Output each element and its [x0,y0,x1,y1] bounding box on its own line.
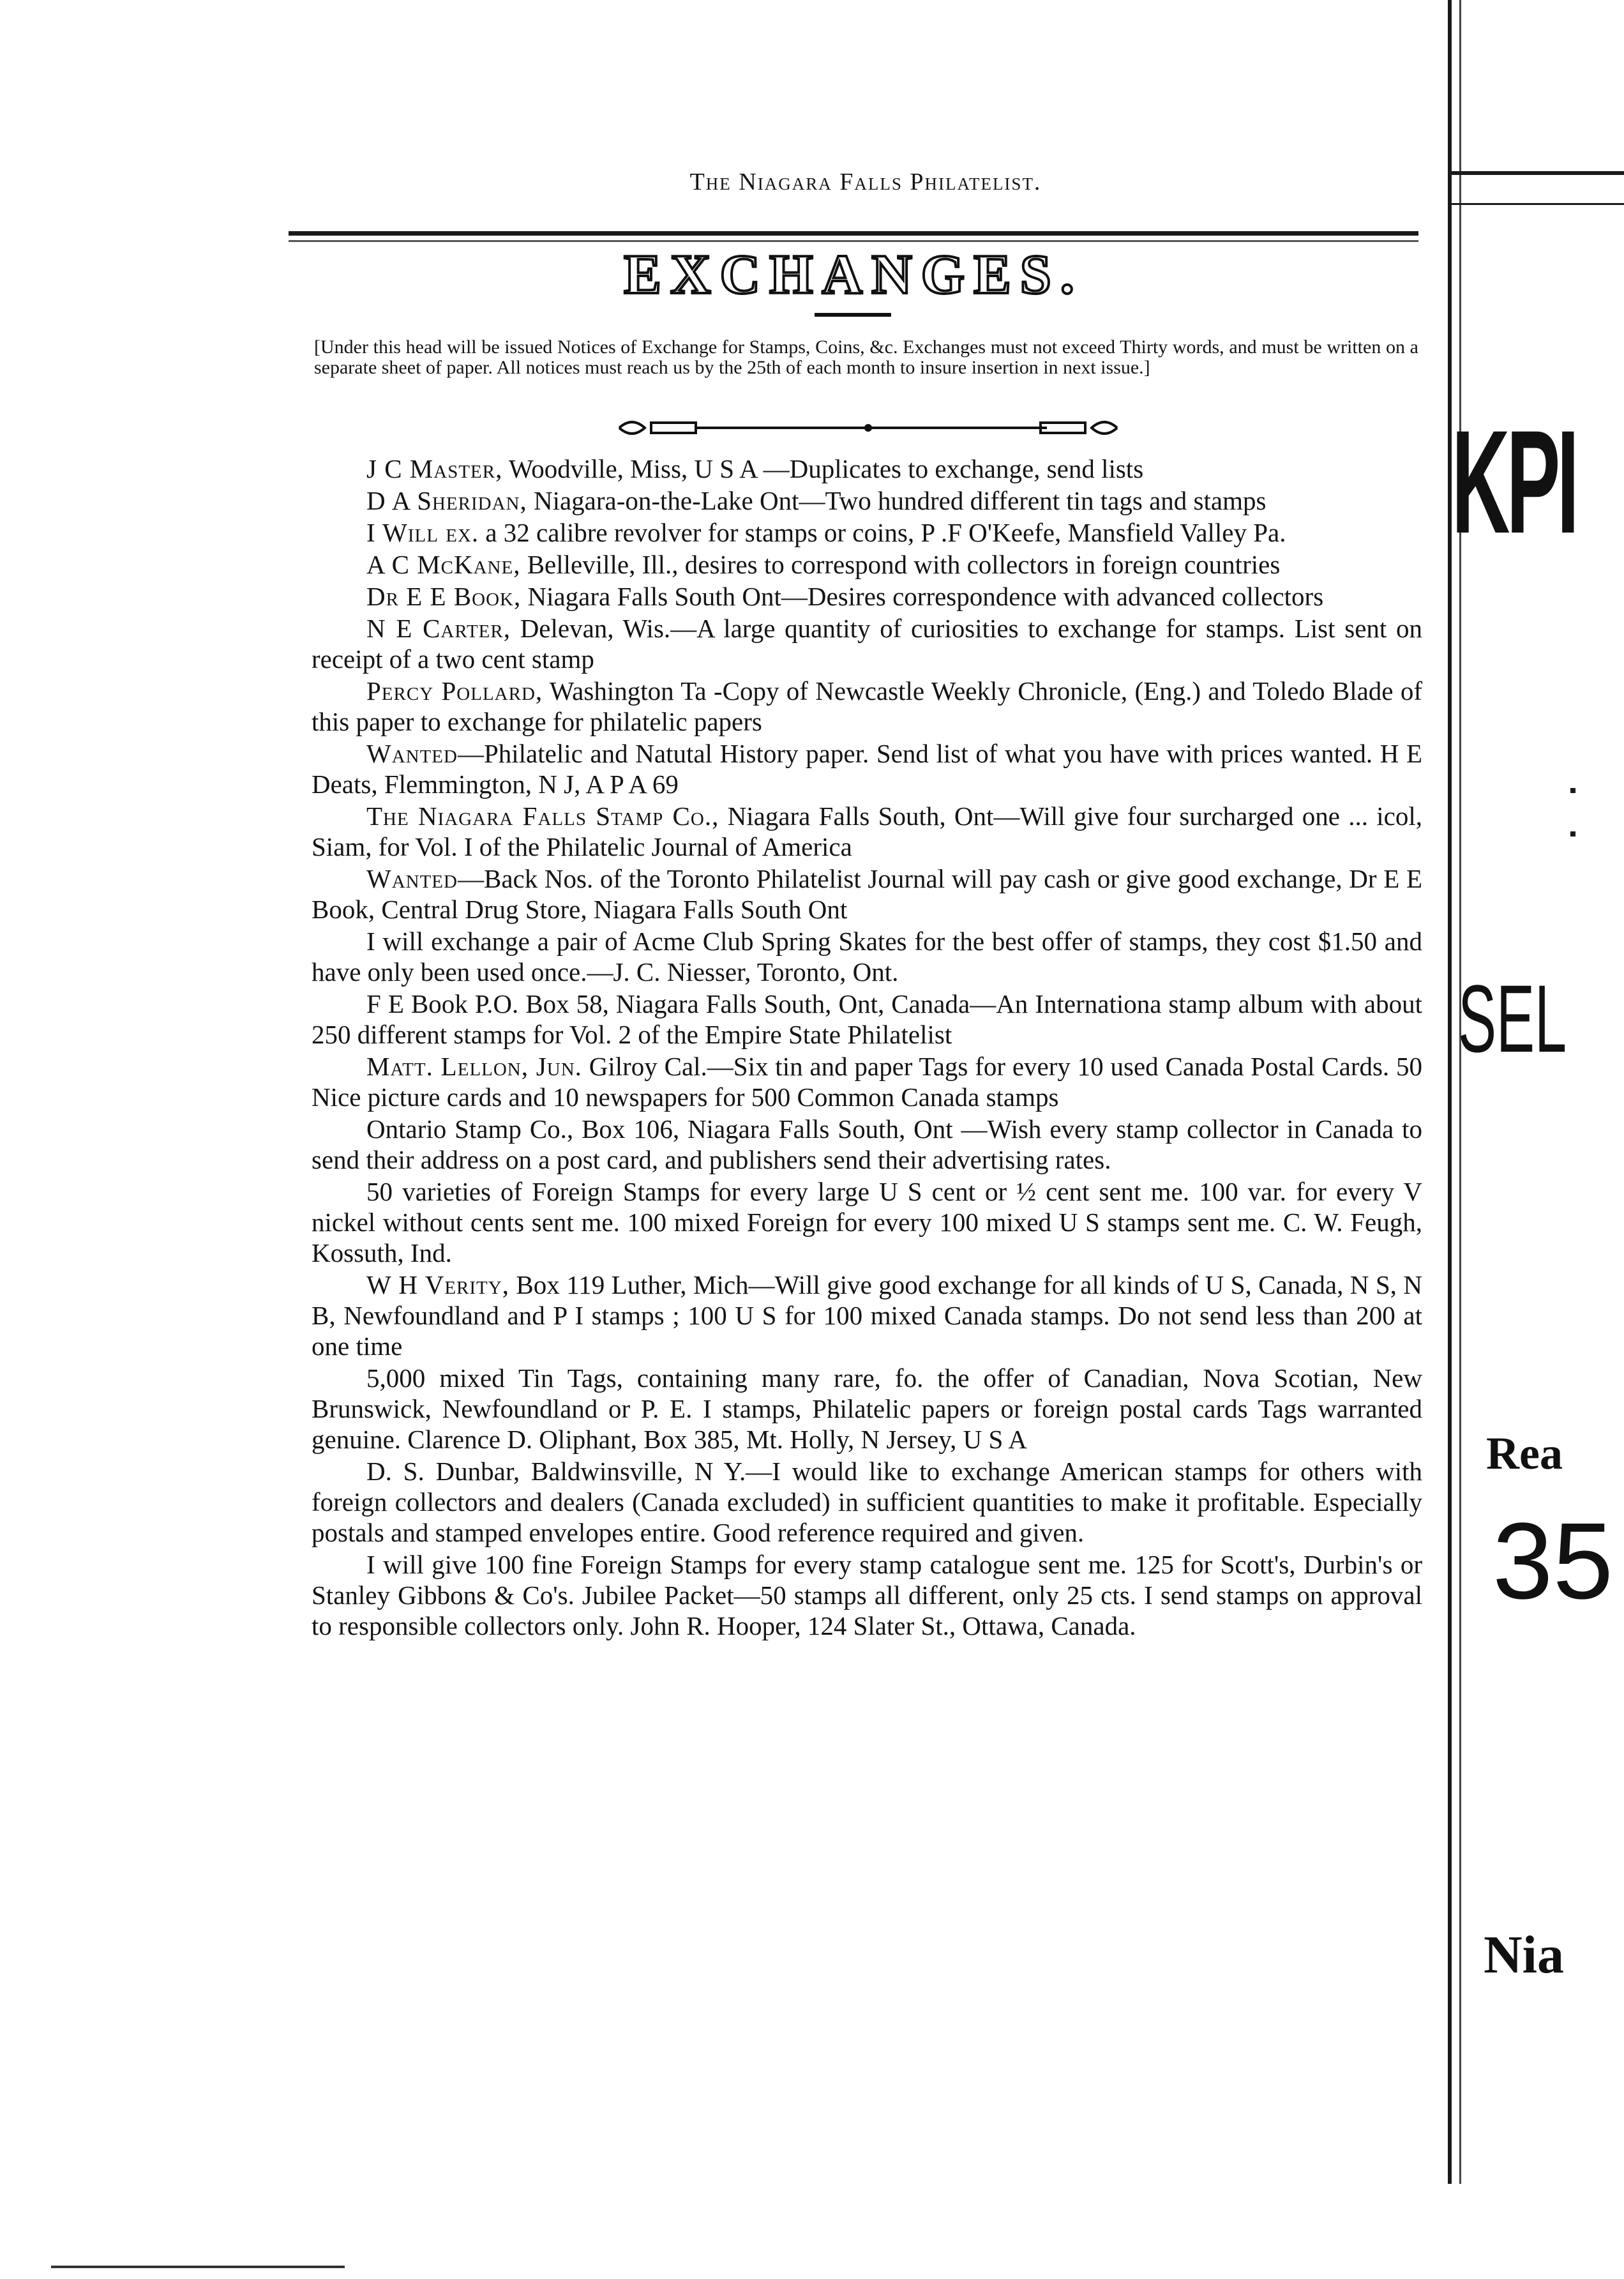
exchange-entry: I Will ex. a 32 calibre revolver for stamps or coins, P .F O'Keefe, Mansfield Valley Pa. [366,518,1286,547]
margin-dot [1570,788,1575,793]
footer-rule [51,2266,345,2268]
exchange-entry: D. S. Dunbar, Baldwinsville, N Y.—I would like to exchange American stamps for others with foreign collectors and dealers (Canada excluded) in sufficient quantities to make it profitable. Especially postals and stamped envelopes entire. Good reference required and given. [312,1457,1422,1547]
header-rule-thick [289,231,1418,236]
exchange-entry: W H Verity, Box 119 Luther, Mich—Will give good exchange for all kinds of U S, Canada, N S, N B, Newfoundland and P I stamps ; 100 U S for 100 mixed Canada stamps. Do not send less than 200 at one time [312,1270,1422,1361]
exchange-entry: 50 varieties of Foreign Stamps for every large U S cent or ½ cent sent me. 100 var. for every V nickel without cents sent me. 100 mixed Foreign for every 100 mixed U S stamps sent me. C. W. Feugh, Kossuth, Ind. [312,1177,1422,1268]
title-dash [815,313,891,317]
ornament-divider [613,415,1124,441]
exchange-entry: F E Book P.O. Box 58, Niagara Falls South, Ont, Canada—An Internationa stamp album with about 250 different stamps for Vol. 2 of the Empire State Philatelist [312,989,1422,1049]
margin-rule [1452,171,1624,175]
exchange-entry: I will give 100 fine Foreign Stamps for every stamp catalogue sent me. 125 for Scott's, Durbin's or Stanley Gibbons & Co's. Jubilee Packet—50 stamps all different, only 25 cts. I send stamps on approval to responsible collectors only. John R. Hooper, 124 Slater St., Ottawa, Canada. [312,1550,1422,1640]
exchange-entry: A C McKane, Belleville, Ill., desires to correspond with collectors in foreign countries [366,550,1281,579]
margin-rule [1452,203,1624,205]
adjacent-text-fragment: 35 [1492,1501,1614,1622]
adjacent-text-fragment: KPI [1452,400,1576,564]
running-title: The Niagara Falls Philatelist. [689,169,1042,195]
page-edge-line-outer [1459,0,1461,2184]
exchange-entry: Wanted—Back Nos. of the Toronto Philatelist Journal will pay cash or give good exchange, Dr E E Book, Central Drug Store, Niagara Falls South Ont [312,864,1422,924]
adjacent-text-fragment: Nia [1484,1925,1564,1985]
section-title: EXCHANGES. [624,244,1083,306]
margin-dot [1570,831,1575,837]
exchange-entry: N E Carter, Delevan, Wis.—A large quantity of curiosities to exchange for stamps. List sent on receipt of a two cent stamp [312,614,1422,674]
exchange-entry: D A Sheridan, Niagara-on-the-Lake Ont—Two hundred different tin tags and stamps [366,486,1267,515]
exchange-entries [312,453,1422,1642]
exchange-entry: Matt. Lellon, Jun. Gilroy Cal.—Six tin and paper Tags for every 10 used Canada Postal Cards. 50 Nice picture cards and 10 newspapers for 500 Common Canada stamps [312,1052,1423,1112]
page-edge-line [1448,0,1452,2184]
exchange-entry: 5,000 mixed Tin Tags, containing many rare, fo. the offer of Canadian, Nova Scotian, New Brunswick, Newfoundland or P. E. I stamps, Philatelic papers or foreign postal cards Tags warranted genuine. Clarence D. Oliphant, Box 385, Mt. Holly, N Jersey, U S A [312,1363,1422,1454]
exchange-notice: [Under this head will be issued Notices of Exchange for Stamps, Coins, &c. Exchanges must not exceed Thirty words, and must be written on a separate sheet of paper. All notices must reach us by the 25th of each month to insure insertion in next issue.] [314,337,1418,378]
exchange-entry: Ontario Stamp Co., Box 106, Niagara Falls South, Ont —Wish every stamp collector in Canada to send their address on a post card, and publishers send their advertising rates. [312,1114,1422,1174]
exchange-entry: Wanted—Philatelic and Natutal History paper. Send list of what you have with prices wanted. H E Deats, Flemmington, N J, A P A 69 [312,739,1422,799]
adjacent-page-margin [1422,0,1624,2279]
exchange-entry: I will exchange a pair of Acme Club Spring Skates for the best offer of stamps, they cost $1.50 and have only been used once.—J. C. Niesser, Toronto, Ont. [312,927,1422,987]
exchange-entry: The Niagara Falls Stamp Co., Niagara Falls South, Ont—Will give four surcharged one ... icol, Siam, for Vol. I of the Philatelic Journal of America [312,801,1422,861]
exchange-entry: Percy Pollard, Washington Ta -Copy of Newcastle Weekly Chronicle, (Eng.) and Toledo Blade of this paper to exchange for philatelic papers [312,676,1422,736]
header-rule-thin [289,240,1418,242]
exchange-entry: J C Master, Woodville, Miss, U S A —Duplicates to exchange, send lists [366,454,1144,483]
exchange-entry: Dr E E Book, Niagara Falls South Ont—Desires correspondence with advanced collectors [366,582,1324,611]
adjacent-text-fragment: SEL [1458,965,1567,1072]
adjacent-text-fragment: Rea [1486,1428,1563,1479]
